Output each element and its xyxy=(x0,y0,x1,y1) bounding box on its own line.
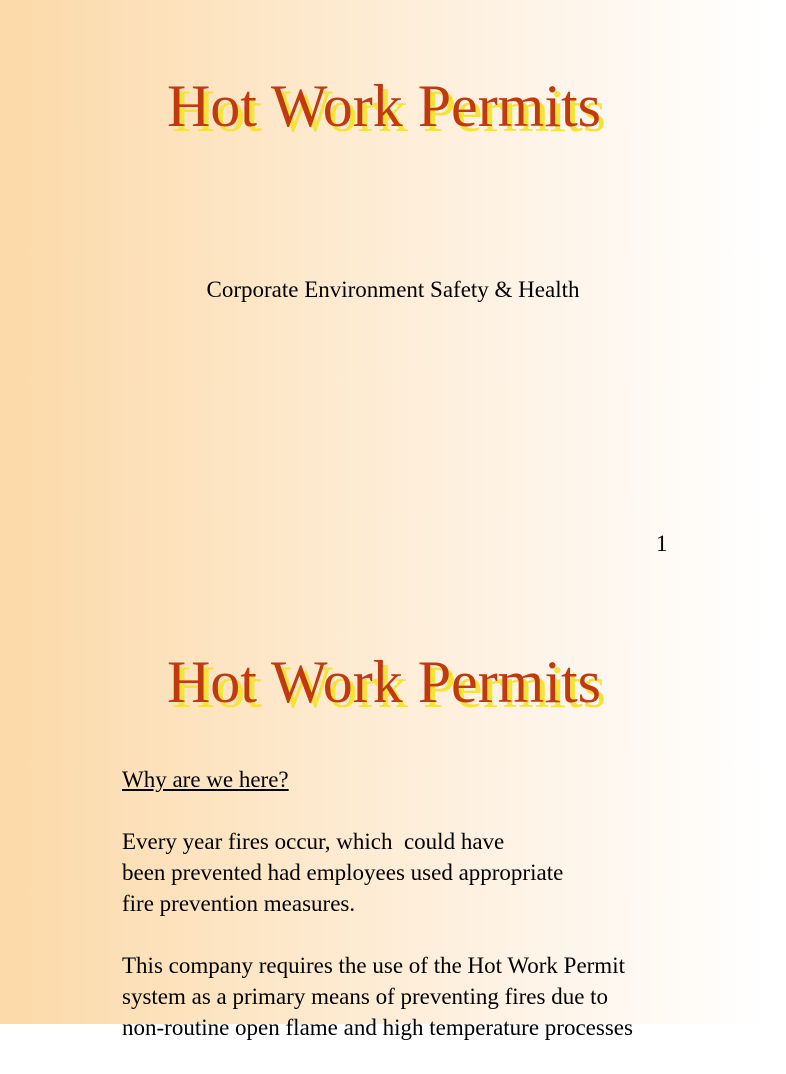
text-line: system as a primary means of preventing fires due to xyxy=(122,984,609,1009)
text-line: Every year fires occur, which could have xyxy=(122,829,505,854)
slide-2 xyxy=(0,590,768,1040)
slide-title: Hot Work Permits xyxy=(166,649,602,715)
section-heading: Why are we here? xyxy=(122,767,289,792)
text-line: fire prevention measures. xyxy=(122,891,356,916)
paragraph xyxy=(122,826,752,919)
text-line: non-routine open flame and high temperature processes xyxy=(122,1015,633,1040)
slide-title: Hot Work Permits xyxy=(166,73,602,139)
text-line: This company requires the use of the Hot Work Permit xyxy=(122,953,625,978)
paragraph xyxy=(122,950,752,1043)
slide-subtitle: Corporate Environment Safety & Health xyxy=(206,277,580,302)
text-line: been prevented had employees used appropriate xyxy=(122,860,564,885)
slide-body xyxy=(122,764,752,1074)
page-number: 1 xyxy=(656,531,668,556)
